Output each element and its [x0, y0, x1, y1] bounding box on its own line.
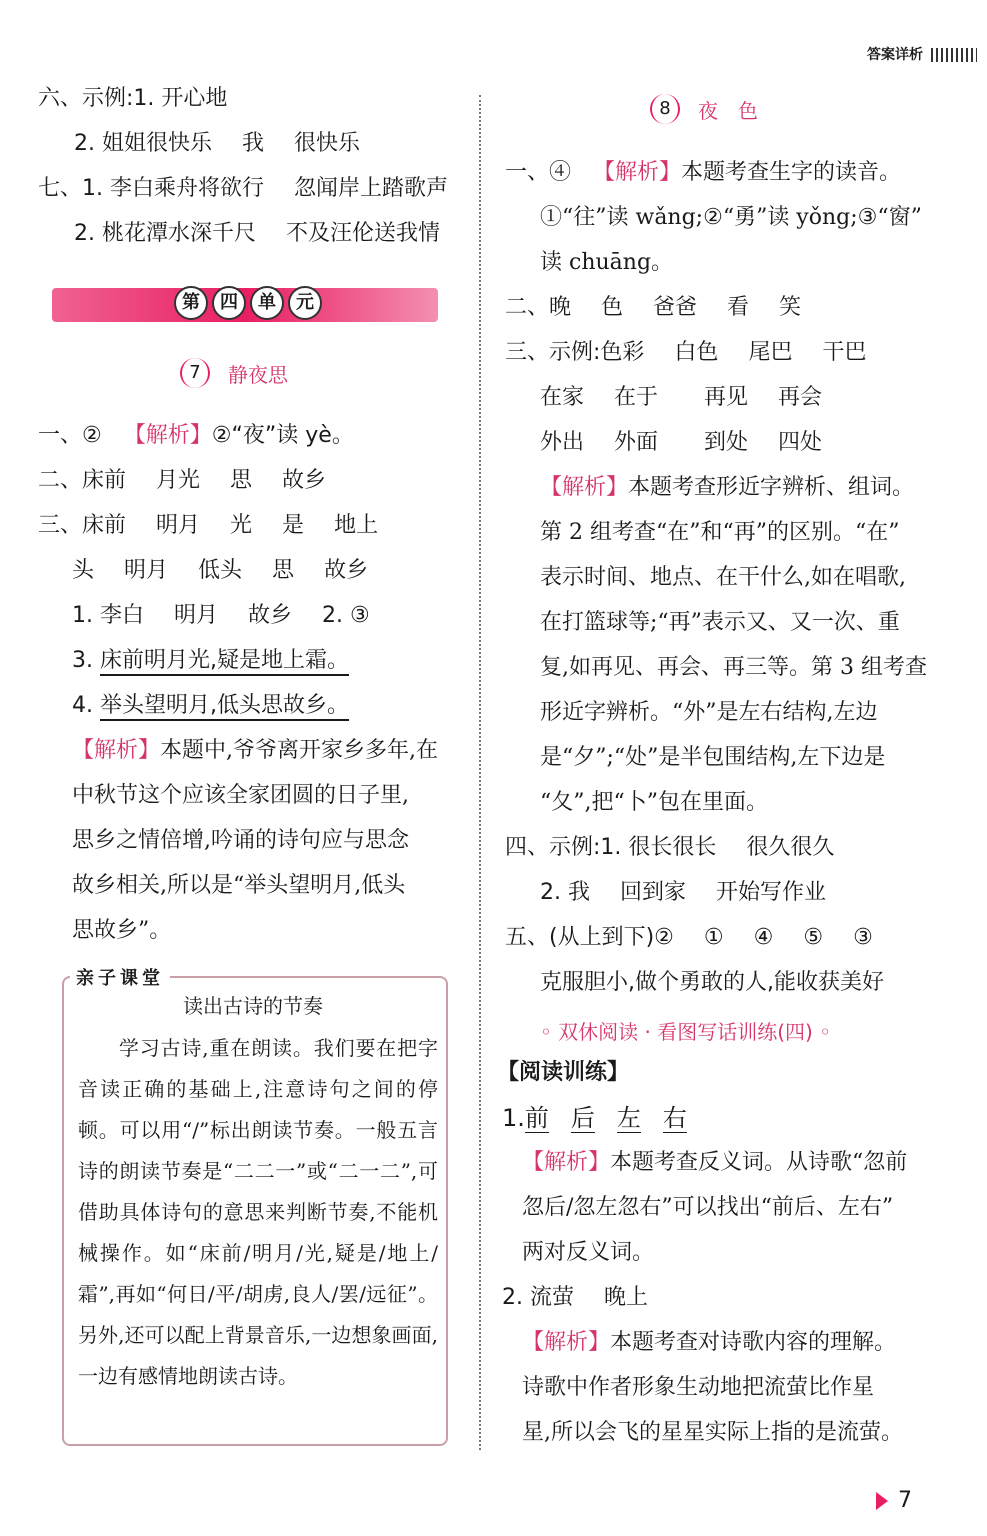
lesson-number: 7 — [180, 358, 210, 388]
lesson-7-heading — [180, 358, 288, 388]
r-analysis-1: 第 2 组考查“在”和“再”的区别。“在” — [540, 520, 900, 545]
lesson-title: 静夜思 — [228, 362, 288, 387]
r-analysis-3: 在打篮球等;“再”表示又、又一次、重 — [540, 610, 900, 635]
a2-analysis-1: 【解析】本题考查对诗歌内容的理解。 — [522, 1330, 897, 1355]
a2-line: 2. 流萤 晚上 — [502, 1285, 648, 1310]
r-analysis-7: “夂”,把“卜”包在里面。 — [540, 790, 768, 815]
lesson-8-heading — [650, 94, 758, 124]
r6-line: 在家 在于 再见 再会 — [540, 385, 823, 410]
r-analysis-2: 表示时间、地点、在干什么,如在唱歌, — [540, 565, 906, 590]
left-line-3: 七、1. 李白乘舟将欲行 忽闻岸上踏歌声 — [38, 176, 448, 201]
q3-line-a: 三、床前 明月 光 是 地上 — [38, 513, 379, 538]
lesson-title: 夜 色 — [698, 98, 758, 123]
r8-line: 【解析】本题考查形近字辨析、组词。 — [540, 475, 915, 500]
header-title: 答案详析 — [867, 47, 923, 63]
reading-heading: 【阅读训练】 — [497, 1060, 630, 1085]
left-line-1: 六、示例:1. 开心地 — [38, 86, 228, 111]
a1-line: 1.前 后 左 右 — [502, 1104, 687, 1132]
a1-analysis-3: 两对反义词。 — [522, 1240, 655, 1265]
analysis-line-5: 思故乡”。 — [72, 918, 172, 943]
analysis-line-2: 中秋节这个应该全家团圆的日子里, — [72, 783, 409, 808]
lesson-number: 8 — [650, 94, 680, 124]
r-analysis-6: 是“夕”;“处”是半包围结构,左下边是 — [540, 745, 886, 770]
unit-char: 四 — [212, 286, 246, 320]
box-body: 学习古诗,重在朗读。我们要在把字音读正确的基础上,注意诗句之间的停顿。可以用“/”标出朗读节奏。一般五言诗的朗读节奏是“二二一”或“二一二”,可借助具体诗句的意思来判断节奏,不能机械操作。如“床前/明月/光,疑是/地上/霜”,再如“何日/平/胡虏,良人/罢/远征”。另外,还可以配上背景音乐,一边想象画面,一边有感情地朗读古诗。 — [78, 1036, 438, 1388]
q3-line-d: 3. 床前明月光,疑是地上霜。 — [72, 646, 349, 676]
section-heading: ◦ 双休阅读 · 看图写话训练(四) ◦ — [540, 1020, 831, 1044]
unit-char: 第 — [174, 286, 208, 320]
a2-analysis-3: 星,所以会飞的星星实际上指的是流萤。 — [522, 1420, 903, 1445]
column-divider — [479, 95, 481, 1450]
r2-line: ①“往”读 wǎng;②“勇”读 yǒng;③“窗” — [540, 205, 922, 230]
r-analysis-5: 形近字辨析。“外”是左右结构,左边 — [540, 700, 878, 725]
left-line-2: 2. 姐姐很快乐 我 很快乐 — [74, 131, 361, 156]
r9-line: 四、示例:1. 很长很长 很久很久 — [505, 835, 835, 860]
r11-line: 五、(从上到下)② ① ④ ⑤ ③ — [505, 925, 873, 950]
a1-analysis-2: 忽后/忽左忽右”可以找出“前后、左右” — [522, 1195, 894, 1220]
box-label: 亲子课堂 — [70, 964, 170, 990]
header-bars-icon — [931, 48, 977, 62]
analysis-line-4: 故乡相关,所以是“举头望明月,低头 — [72, 873, 406, 898]
left-line-4: 2. 桃花潭水深千尺 不及汪伦送我情 — [74, 221, 440, 246]
a2-analysis-2: 诗歌中作者形象生动地把流萤比作星 — [522, 1375, 875, 1400]
analysis-line-1: 【解析】本题中,爷爷离开家乡多年,在 — [72, 738, 439, 763]
a1-analysis-1: 【解析】本题考查反义词。从诗歌“忽前 — [522, 1150, 908, 1175]
q3-line-c: 1. 李白 明月 故乡 2. ③ — [72, 603, 370, 628]
box-title: 读出古诗的节奏 — [183, 994, 323, 1018]
unit-char: 单 — [250, 286, 284, 320]
q1-line: 一、② 【解析】②“夜”读 yè。 — [38, 423, 354, 448]
r1-line: 一、④ 【解析】本题考查生字的读音。 — [505, 160, 902, 185]
r-analysis-4: 复,如再见、再会、再三等。第 3 组考查 — [540, 655, 927, 680]
q3-line-e: 4. 举头望明月,低头思故乡。 — [72, 691, 349, 721]
page-number: 7 — [898, 1488, 912, 1513]
r5-line: 三、示例:色彩 白色 尾巴 干巴 — [505, 340, 867, 365]
unit-char: 元 — [288, 286, 322, 320]
q3-line-b: 头 明月 低头 思 故乡 — [72, 558, 369, 583]
r10-line: 2. 我 回到家 开始写作业 — [540, 880, 827, 905]
unit-title — [174, 286, 322, 320]
r4-line: 二、晚 色 爸爸 看 笑 — [505, 295, 802, 320]
page-arrow-icon — [876, 1492, 888, 1510]
r7-line: 外出 外面 到处 四处 — [540, 430, 823, 455]
q2-line: 二、床前 月光 思 故乡 — [38, 468, 327, 493]
r12-line: 克服胆小,做个勇敢的人,能收获美好 — [540, 970, 884, 995]
analysis-line-3: 思乡之情倍增,吟诵的诗句应与思念 — [72, 828, 409, 853]
r3-line: 读 chuāng。 — [540, 250, 674, 275]
page-header — [867, 44, 977, 64]
